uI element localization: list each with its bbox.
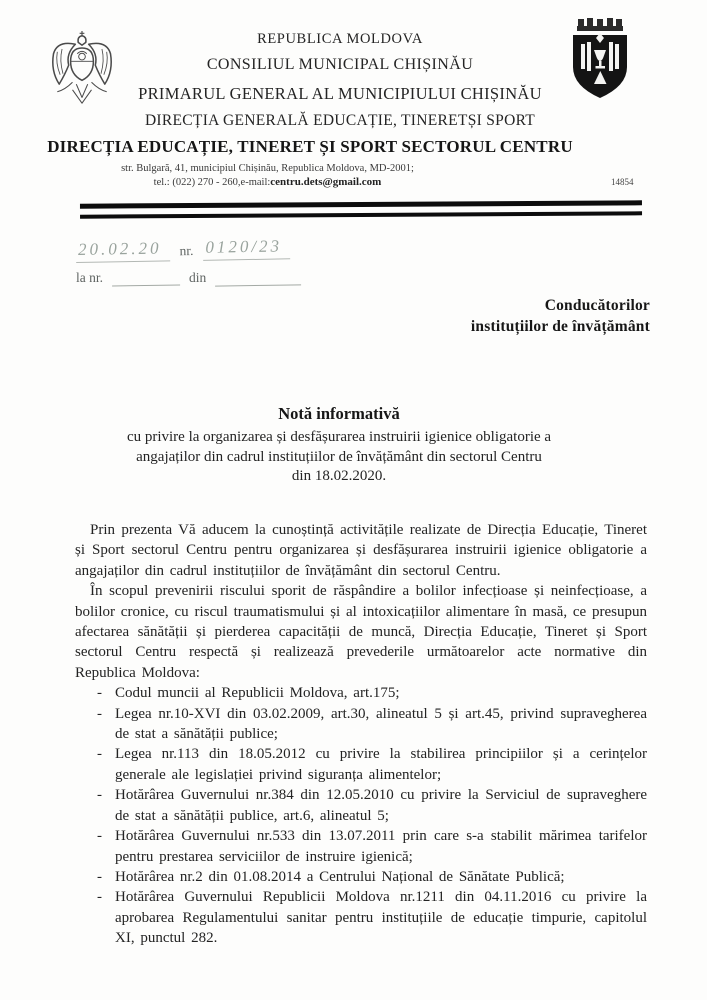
document-subtitle-line1: cu privire la organizarea și desfășurarea instruirii igienice obligatorie a: [126, 429, 552, 445]
registration-line-outgoing: [76, 236, 311, 263]
list-item: - Hotărârea nr.2 din 01.08.2014 a Centrului Național de Sănătate Publică;: [75, 867, 647, 887]
list-item: - Legea nr.10-XVI din 03.02.2009, art.30, alineatul 5 și art.45, privind supravegherea de stat a sănătății publice;: [75, 704, 647, 745]
header-address: str. Bulgară, 41, municipiul Chișinău, Republica Moldova, MD-2001;: [121, 163, 414, 174]
recipient-line2: instituțiilor de învățământ: [470, 317, 650, 335]
normative-acts-list: [75, 683, 647, 948]
registry-number: 14854: [611, 177, 634, 187]
header-municipal-council: CONSILIUL MUNICIPAL CHIȘINĂU: [206, 56, 474, 73]
separator-rule-bottom: [80, 211, 642, 219]
list-item: - Hotărârea Guvernului nr.533 din 13.07.2011 prin care s-a stabilit mărimea tarifelor pentru prestarea serviciilor de instruire igienică;: [75, 826, 647, 867]
header-mayor-general: PRIMARUL GENERAL AL MUNICIPIULUI CHIȘINĂU: [138, 84, 542, 103]
document-subtitle-line2: angajaților din cadrul instituțiilor de învățământ din sectorul Centru: [136, 448, 542, 465]
separator-rule-top: [80, 200, 642, 208]
nr-label: nr.: [179, 242, 194, 259]
list-item: - Hotărârea Guvernului Republicii Moldova nr.1211 din 04.11.2016 cu privire la aprobarea Regulamentului sanitar pentru instituțiile de educație timpurie, capitolul XI, punctul 282.: [75, 887, 647, 948]
la-nr-label: la nr.: [76, 270, 103, 285]
registration-block: [76, 238, 310, 286]
handwritten-date: 20.02.20: [76, 238, 170, 263]
din-label: din: [189, 270, 207, 285]
header-directorate-sector: DIRECȚIA EDUCAȚIE, TINERET ȘI SPORT SECTORUL CENTRU: [47, 137, 573, 156]
document-title: Notă informativă: [278, 404, 400, 423]
registration-line-reply: [76, 270, 310, 286]
list-item: - Codul muncii al Republicii Moldova, art.175;: [75, 683, 647, 703]
header-separator-rules: [80, 200, 642, 218]
recipient-line1: Conducătorilor: [544, 297, 650, 314]
header-republic: REPUBLICA MOLDOVA: [257, 31, 423, 47]
recipient-block: [330, 296, 650, 337]
reply-number-blank: [112, 272, 180, 287]
body-paragraph-1: Prin prezenta Vă aducem la cunoștință activitățile realizate de Direcția Educație, Tineret și Sport sectorul Centru pentru organizarea și desfășurarea instruirii igienice obligatorie a angajaților din cadrul instituțiilor de învățământ din sectorul Centru.: [75, 522, 647, 579]
list-item: - Hotărârea Guvernului nr.384 din 12.05.2010 cu privire la Serviciul de supraveghere de stat a sănătății publice, art.6, alineatul 5;: [75, 785, 647, 826]
handwritten-number: 0120/23: [203, 236, 290, 261]
list-item: - Legea nr.113 din 18.05.2012 cu privire la stabilirea principiilor și a cerințelor generale ale legislației privind siguranța alimentelor;: [75, 744, 647, 785]
header-phone: tel.: (022) 270 - 260,e-mail:: [153, 177, 271, 188]
header-email: centru.dets@gmail.com: [270, 176, 382, 188]
document-body: [75, 520, 647, 949]
body-paragraph-2: În scopul prevenirii riscului sporit de răspândire a bolilor infecțioase și neinfecțioase, a bolilor cronice, cu riscul traumatismului și al intoxicațiilor alimentare în masă, ce presupun afectarea sănătății și pierderea capacității de muncă, Direcția Educație, Tineret și Sport sectorul Centru respectă și realizează prevederile următoarelor acte normative din Republica Moldova:: [75, 583, 647, 681]
document-title-block: [30, 404, 648, 487]
header-contact: [30, 176, 505, 188]
reply-date-blank: [215, 271, 301, 286]
header-directorate-general: DIRECȚIA GENERALĂ EDUCAȚIE, TINERETȘI SPORT: [144, 112, 536, 129]
document-subtitle-line3: din 18.02.2020.: [291, 468, 387, 484]
